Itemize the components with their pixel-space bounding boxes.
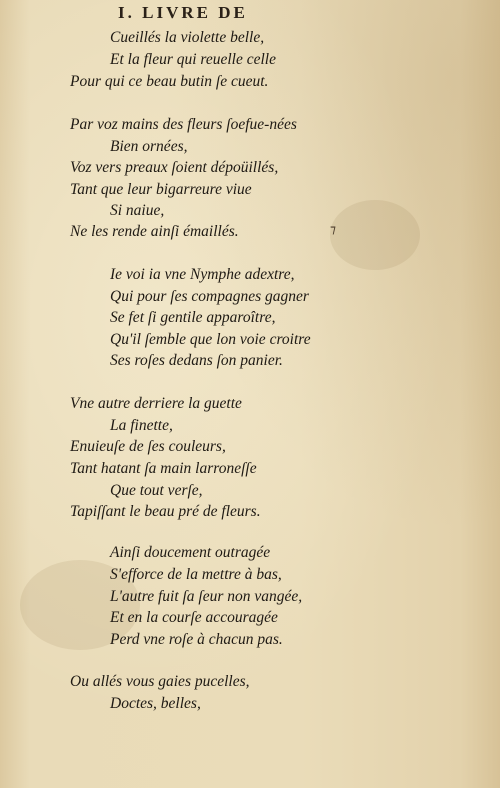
- verse-line: Par voz mains des fleurs ſoefue-nées: [70, 116, 297, 133]
- verse-line: Si naiue,: [110, 202, 165, 219]
- verse-line: Bien ornées,: [110, 138, 188, 155]
- verse-line: Ie voi ia vne Nymphe adextre,: [110, 266, 295, 283]
- verse-line: Ne les rende ainſi émaillés.: [70, 223, 239, 240]
- verse-line: Et en la courſe accouragée: [110, 609, 278, 626]
- verse-line: Et la fleur qui reuelle celle: [110, 51, 276, 68]
- verse-line: S'efforce de la mettre à bas,: [110, 566, 282, 583]
- verse-line: Qui pour ſes compagnes gagner: [110, 288, 309, 305]
- verse-line: Voz vers preaux ſoient dépoüillés,: [70, 159, 279, 176]
- verse-line: Que tout verſe,: [110, 482, 203, 499]
- verse-line: Qu'il ſemble que lon voie croitre: [110, 331, 311, 348]
- verse-line: Enuieuſe de ſes couleurs,: [70, 438, 226, 455]
- verse-line: Se fet ſi gentile apparoître,: [110, 309, 276, 326]
- verse-line: Cueillés la violette belle,: [110, 29, 265, 46]
- verse-line: Doctes, belles,: [110, 695, 201, 712]
- verse-line: Tant que leur bigarreure viue: [70, 181, 252, 198]
- verse-line: Tapiſſant le beau pré de fleurs.: [70, 503, 261, 520]
- verse-line: Ses roſes dedans ſon panier.: [110, 352, 283, 369]
- printer-mark: ⁊: [330, 222, 336, 236]
- verse-line: Ou allés vous gaies pucelles,: [70, 673, 250, 690]
- running-head: I. LIVRE DE: [118, 3, 248, 22]
- verse-line: Ainſi doucement outragée: [110, 544, 271, 561]
- verse-line: L'autre fuit ſa ſeur non vangée,: [110, 588, 303, 605]
- verse-line: Perd vne roſe à chacun pas.: [110, 631, 283, 648]
- verse-line: Tant hatant ſa main larroneſſe: [70, 460, 257, 477]
- verse-line: Pour qui ce beau butin ſe cueut.: [70, 73, 269, 90]
- paper-stain: [330, 200, 420, 270]
- verse-line: Vne autre derriere la guette: [70, 395, 242, 412]
- verse-line: La finette,: [110, 417, 173, 434]
